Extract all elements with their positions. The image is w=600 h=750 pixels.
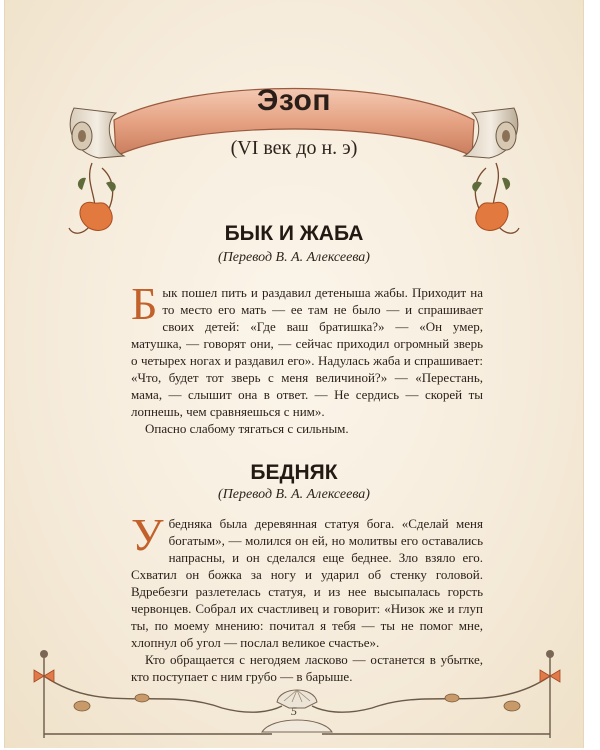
drop-cap: У bbox=[131, 509, 164, 560]
page-number: 5 bbox=[291, 704, 297, 718]
story-moral: Кто обращается с негодяем ласково — останется в убытке, кто поступает с ним грубо — в барыше. bbox=[131, 652, 483, 684]
story-paragraph: ык пошел пить и раздавил детеныша жабы. Приходит на то место его мать — ее там не было — и спрашивает своих детей: «Где ваш братишка?» — «Он умер, матушка, — говорят они, — сейчас приходил огромный зверь о четырех ногах и раздавил его». Надулась жаба и спрашивает: «Что, будет тот зверь с меня величиной?» — «Перестань, мама, — слышит она в ответ. — Не сердись — скорей ты лопнешь, чем сравняешься с ним». bbox=[131, 285, 483, 419]
left-pole-cap-icon bbox=[40, 650, 48, 658]
story-translator: (Перевод В. А. Алексеева) bbox=[218, 487, 370, 502]
story-title: БЫК И ЖАБА bbox=[224, 222, 364, 245]
story-moral: Опасно слабому тягаться с сильным. bbox=[145, 421, 349, 436]
right-pole-cap-icon bbox=[546, 650, 554, 658]
author-title: Эзоп bbox=[257, 84, 331, 117]
story-title: БЕДНЯК bbox=[250, 461, 338, 484]
story-translator: (Перевод В. А. Алексеева) bbox=[218, 250, 370, 265]
book-page bbox=[4, 0, 584, 748]
footer-ornament bbox=[22, 646, 572, 746]
author-era: (VI век до н. э) bbox=[230, 137, 358, 159]
story-body bbox=[131, 278, 483, 437]
story-paragraph: бедняка была деревянная статуя бога. «Сделай меня богатым», — молился он ей, но молитвы его оставались напрасны, и он сделался еще беднее. Зло взяло его. Схватил он божка за ногу и ударил об стенку головой. Вдребезги разлетелась статуя, и из нее высыпалась горсть червонцев. Собрал их счастливец и говорит: «Низок же и глуп ты, по моему мнению: почитал я тебя — ты не помог мне, хлопнул об угол — послал великое счастье». bbox=[131, 516, 483, 650]
drop-cap: Б bbox=[131, 278, 158, 329]
